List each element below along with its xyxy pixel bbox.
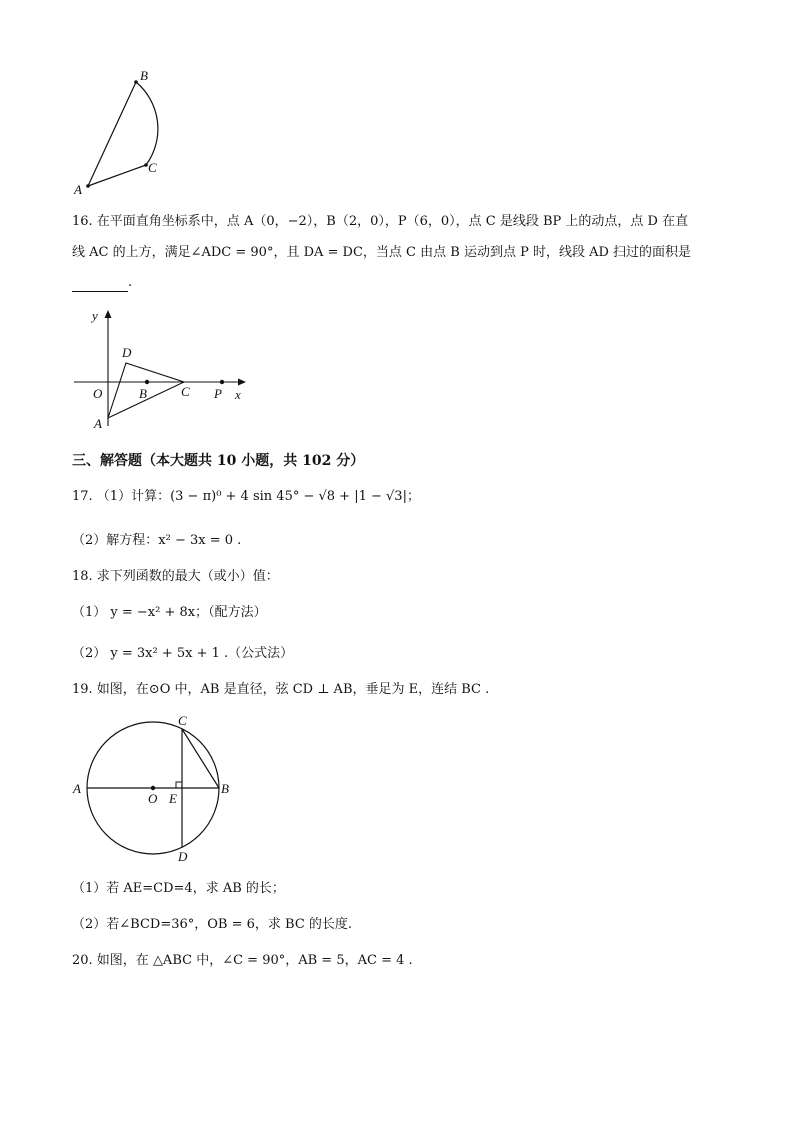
right-angle-mark: [176, 782, 182, 788]
label-b: B: [140, 68, 148, 83]
arc-bc: [136, 82, 158, 165]
label-b2: B: [139, 386, 147, 401]
label-b3: B: [221, 781, 229, 796]
y-axis-arrow: [105, 310, 112, 318]
label-a: A: [74, 182, 82, 197]
point-b: [145, 380, 149, 384]
label-e3: E: [169, 791, 177, 806]
q20-stem: 20. 如图，在 △ABC 中，∠C = 90°，AB = 5，AC = 4 .: [72, 953, 413, 968]
label-p: P: [214, 386, 222, 401]
q17-part1: 17. （1）计算：(3 − π)⁰ + 4 sin 45° − √8 + |1 − √3|；: [72, 489, 420, 504]
center-o: [151, 786, 155, 790]
label-y: y: [92, 308, 98, 323]
x-axis-arrow: [238, 379, 246, 386]
q18-part1: （1） y = −x² + 8x；（配方法）: [72, 605, 267, 620]
answer-blank[interactable]: [72, 279, 128, 292]
segment-bc: [182, 729, 219, 788]
figure-arc-abc: [70, 62, 180, 197]
q16-answer-line: [72, 274, 132, 292]
q18-stem: 18. 求下列函数的最大（或小）值：: [72, 569, 279, 584]
label-o3: O: [148, 791, 158, 806]
label-x: x: [235, 387, 241, 402]
q16-end: .: [128, 275, 133, 290]
label-c3: C: [178, 713, 187, 728]
label-c: C: [148, 160, 157, 175]
q19-stem: 19. 如图，在⊙O 中，AB 是直径，弦 CD ⊥ AB，垂足为 E，连结 BC .: [72, 682, 490, 697]
label-a2: A: [94, 416, 102, 431]
q16-line2: 线 AC 的上方，满足∠ADC = 90°，且 DA = DC，当点 C 由点 B 运动到点 P 时，线段 AD 扫过的面积是: [72, 245, 692, 260]
figure-coordinate-plane: [70, 305, 250, 435]
label-c2: C: [181, 384, 190, 399]
q18-part2: （2） y = 3x² + 5x + 1 .（公式法）: [72, 646, 294, 661]
segment-ab: [88, 82, 136, 186]
point-p: [220, 380, 224, 384]
q16-line1: 16. 在平面直角坐标系中，点 A（0，−2），B（2，0），P（6，0），点 C 是线段 BP 上的动点，点 D 在直: [72, 214, 689, 229]
q19-part2: （2）若∠BCD=36°，OB = 6，求 BC 的长度.: [72, 917, 353, 932]
label-o: O: [93, 386, 103, 401]
label-d3: D: [178, 849, 188, 864]
q17-part2: （2）解方程：x² − 3x = 0 .: [72, 533, 242, 548]
label-a3: A: [73, 781, 81, 796]
figure-circle-o: [70, 710, 240, 868]
section-heading: 三、解答题（本大题共 10 小题，共 102 分）: [72, 453, 365, 469]
q19-part1: （1）若 AE=CD=4，求 AB 的长；: [72, 881, 285, 896]
label-d: D: [122, 345, 132, 360]
